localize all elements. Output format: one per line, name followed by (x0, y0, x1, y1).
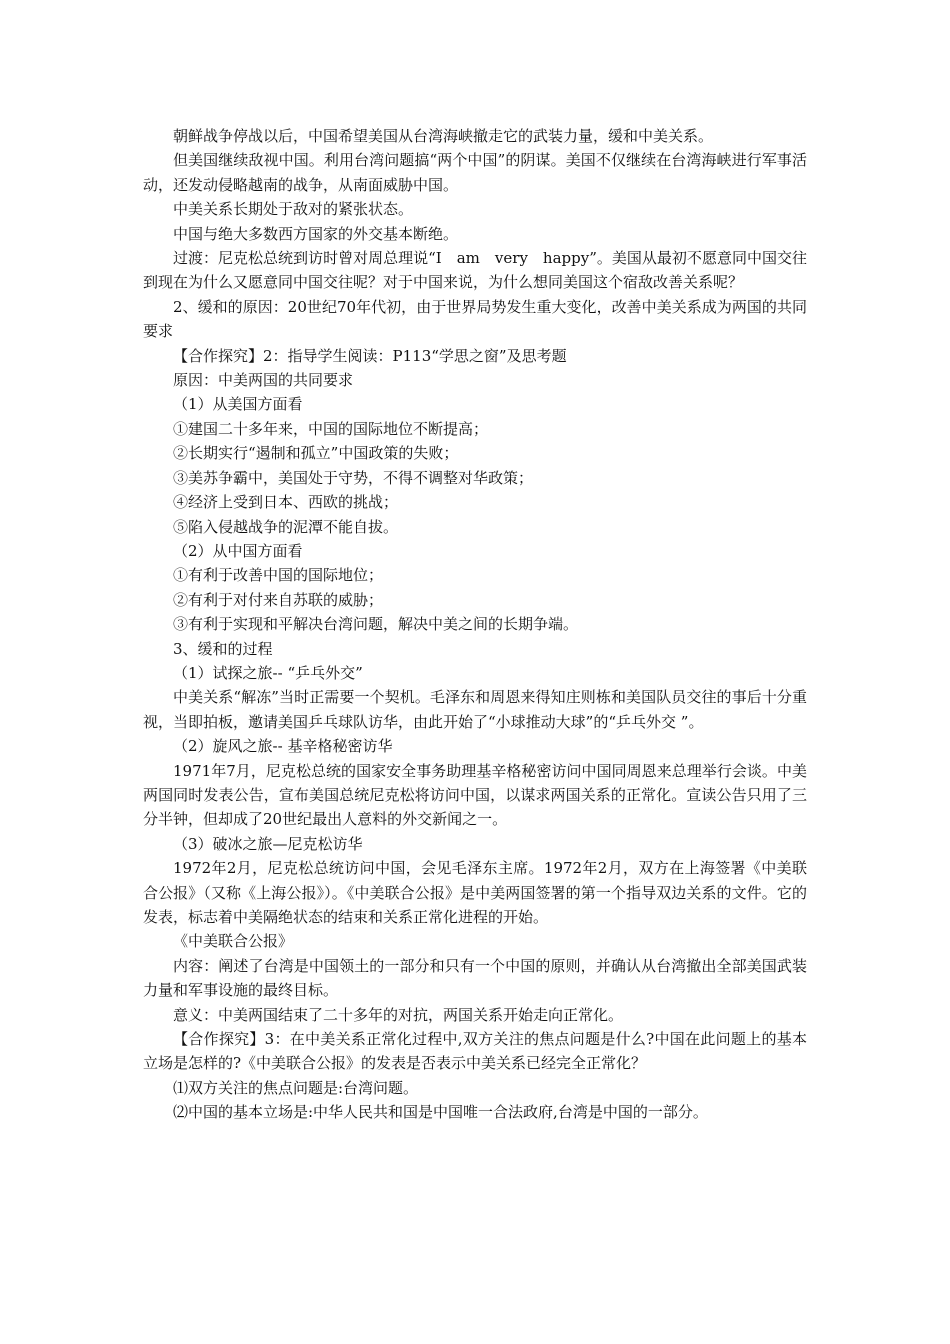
section-heading-2: 2、缓和的原因：20世纪70年代初，由于世界局势发生重大变化，改善中美关系成为两国的共同要求 (143, 297, 807, 341)
paragraph-1: 朝鲜战争停战以后，中国希望美国从台湾海峡撤走它的武装力量，缓和中美关系。 (173, 127, 714, 145)
cooperative-inquiry-2: 【合作探究】2：指导学生阅读：P113“学思之窗”及思考题 (173, 346, 567, 365)
us-point-4: ④经济上受到日本、西欧的挑战； (173, 493, 399, 512)
subheading-china-side: （2）从中国方面看 (173, 541, 303, 560)
china-point-1: ①有利于改善中国的国际地位； (173, 566, 384, 585)
answer-1: ⑴双方关注的焦点问题是:台湾问题。 (173, 1078, 419, 1097)
communique-content: 内容：阐述了台湾是中国领土的一部分和只有一个中国的原则，并确认从台湾撤出全部美国武装力量和军事设施的最终目标。 (143, 956, 807, 1000)
paragraph-5: 过渡：尼克松总统到访时曾对周总理说“I am very happy”。美国从最初不愿意同中国交往到现在为什么又愿意同中国交往呢？对于中国来说，为什么想同美国这个宿敌改善关系呢？ (143, 249, 807, 292)
subheading-kissinger: （2）旋风之旅-- 基辛格秘密访华 (173, 737, 393, 756)
us-point-1: ①建国二十多年来，中国的国际地位不断提高； (173, 419, 489, 438)
china-point-2: ②有利于对付来自苏联的威胁； (173, 590, 384, 609)
paragraph-reasons: 原因：中美两国的共同要求 (173, 371, 354, 390)
us-point-5: ⑤陷入侵越战争的泥潭不能自拔。 (173, 517, 399, 536)
paragraph-nixon: 1972年2月，尼克松总统访问中国，会见毛泽东主席。1972年2月，双方在上海签署《中美联合公报》（又称《上海公报》）。《中美联合公报》是中美两国签署的第一个指导双边关系的文件。它的发表，标志着中美隔绝状态的结束和关系正常化进程的开始。 (143, 859, 807, 926)
subheading-us-side: （1）从美国方面看 (173, 395, 303, 414)
us-point-2: ②长期实行“遏制和孤立”中国政策的失败； (173, 444, 459, 463)
paragraph-kissinger: 1971年7月，尼克松总统的国家安全事务助理基辛格秘密访问中国同周恩来总理举行会谈。中美两国同时发表公告，宣布美国总统尼克松将访问中国，以谋求两国关系的正常化。宣读公告只用了三分半钟，但却成了20世纪最出人意料的外交新闻之一。 (143, 761, 807, 829)
cooperative-inquiry-3: 【合作探究】3：在中美关系正常化过程中,双方关注的焦点问题是什么?中国在此问题上的基本立场是怎样的?《中美联合公报》的发表是否表示中美关系已经完全正常化？ (143, 1030, 807, 1073)
china-point-3: ③有利于实现和平解决台湾问题，解决中美之间的长期争端。 (173, 615, 579, 634)
us-point-3: ③美苏争霸中，美国处于守势，不得不调整对华政策； (173, 468, 534, 487)
document-body (143, 124, 807, 1125)
subheading-nixon: （3）破冰之旅—尼克松访华 (173, 834, 363, 853)
section-heading-3: 3、缓和的过程 (173, 639, 273, 658)
answer-2: ⑵中国的基本立场是:中华人民共和国是中国唯一合法政府,台湾是中国的一部分。 (173, 1103, 708, 1122)
communique-title: 《中美联合公报》 (173, 932, 294, 951)
paragraph-2: 但美国继续敌视中国。利用台湾问题搞“两个中国”的阴谋。美国不仅继续在台湾海峡进行军事活动，还发动侵略越南的战争，从南面威胁中国。 (143, 151, 807, 194)
paragraph-3: 中美关系长期处于敌对的紧张状态。 (173, 200, 414, 219)
subheading-ping-pong: （1）试探之旅-- “乒乓外交” (173, 663, 363, 682)
communique-significance: 意义：中美两国结束了二十多年的对抗，两国关系开始走向正常化。 (173, 1005, 624, 1024)
paragraph-4: 中国与绝大多数西方国家的外交基本断绝。 (173, 224, 459, 243)
paragraph-ping-pong: 中美关系“解冻”当时正需要一个契机。毛泽东和周恩来得知庄则栋和美国队员交往的事后十分重视，当即拍板，邀请美国乒乓球队访华，由此开始了“小球推动大球”的“乒乓外交 ”。 (143, 688, 807, 731)
